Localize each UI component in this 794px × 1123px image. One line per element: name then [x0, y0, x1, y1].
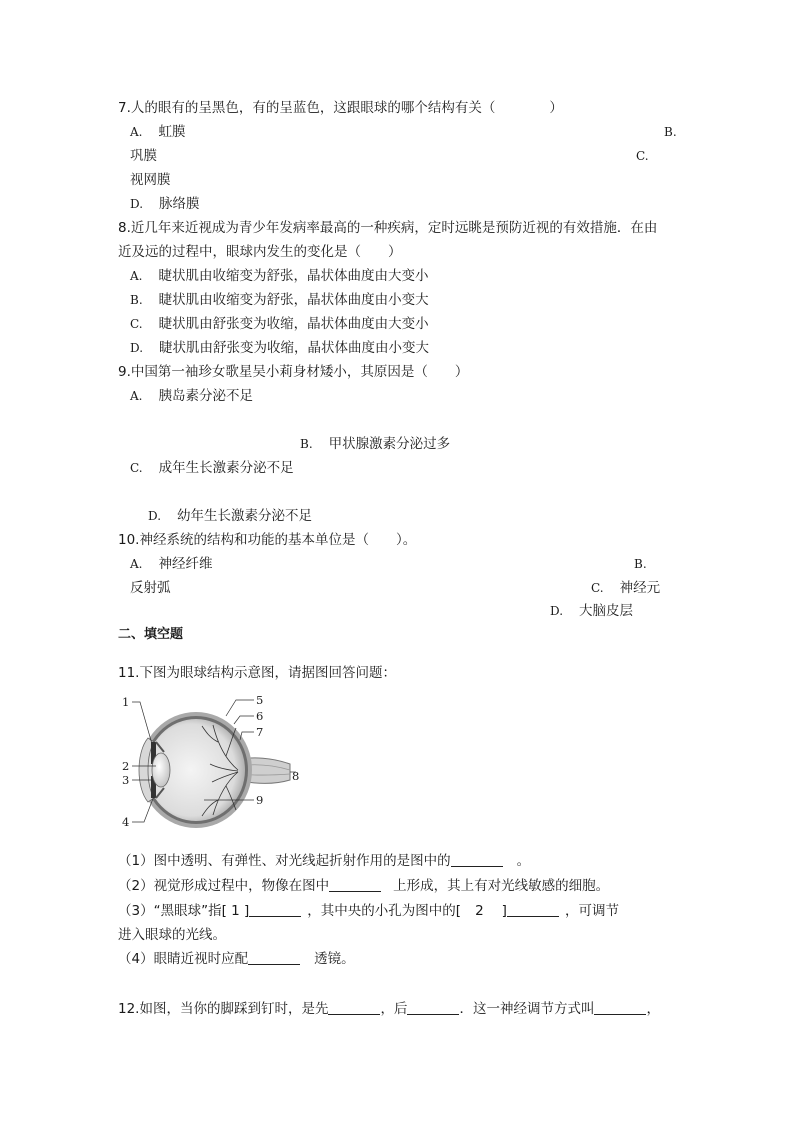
figure-label-3: 3	[122, 773, 130, 787]
q9-option-c	[130, 459, 294, 477]
option-text: 胰岛素分泌不足	[158, 388, 253, 404]
q11-part4-text: （4）眼睛近视时应配	[118, 951, 249, 967]
option-letter: A.	[130, 389, 143, 403]
q9-option-b	[300, 435, 450, 453]
q11-part2	[118, 877, 609, 895]
eye-structure-diagram	[118, 690, 308, 835]
option-text: 虹膜	[158, 124, 186, 140]
section-title: 二、填空题	[118, 627, 184, 642]
answer-blank[interactable]	[328, 1000, 380, 1015]
q11-part2-end: 上形成，其上有对光线敏感的细胞。	[393, 878, 610, 894]
option-letter: B.	[300, 437, 313, 451]
option-text: 甲状腺激素分泌过多	[328, 436, 451, 452]
option-text: 成年生长激素分泌不足	[158, 460, 294, 476]
option-text: 睫状肌由舒张变为收缩，晶状体曲度由小变大	[159, 340, 430, 356]
q12-text-a: 12.如图，当你的脚踩到钉时，是先	[118, 1001, 329, 1017]
q11-stem: 11.下图为眼球结构示意图，请据图回答问题：	[118, 665, 396, 681]
q9-option-a	[130, 387, 253, 405]
q11-part3-bracket: ]	[501, 903, 507, 919]
option-letter: C.	[591, 581, 604, 595]
q11-part1-end: 。	[516, 853, 531, 869]
option-letter: D.	[130, 341, 144, 355]
q8-stem-line2: 近及远的过程中，眼球内发生的变化是（ ）	[118, 244, 402, 260]
option-text: 幼年生长激素分泌不足	[177, 508, 313, 524]
q7-option-d	[130, 195, 200, 213]
q10-option-d	[550, 602, 633, 620]
q9-option-d	[148, 507, 312, 525]
q11-part3-text: （3）“黑眼球”指[ 1 ]	[118, 903, 250, 919]
q11-part1-text: （1）图中透明、有弹性、对光线起折射作用的是图中的	[118, 853, 451, 869]
q7-option-c-text: 视网膜	[130, 172, 171, 188]
q12-text-c: ．这一神经调节方式叫	[459, 1001, 595, 1017]
option-text: 睫状肌由收缩变为舒张，晶状体曲度由大变小	[158, 268, 429, 284]
q12-text-d: ，	[646, 1001, 660, 1017]
option-letter: B.	[664, 125, 677, 139]
option-letter: D.	[148, 509, 162, 523]
answer-blank[interactable]	[594, 1000, 646, 1015]
q7-option-b-text: 巩膜	[130, 148, 157, 164]
figure-label-1: 1	[122, 695, 130, 709]
q7-stem: 7.人的眼有的呈黑色，有的呈蓝色，这跟眼球的哪个结构有关（ ）	[118, 100, 563, 116]
option-letter: A.	[130, 557, 143, 571]
figure-label-2: 2	[122, 759, 130, 773]
answer-blank[interactable]	[249, 902, 301, 917]
option-letter: C.	[130, 461, 143, 475]
q11-part2-text: （2）视觉形成过程中，物像在图中	[118, 878, 330, 894]
option-text: 睫状肌由收缩变为舒张，晶状体曲度由小变大	[158, 292, 429, 308]
q11-part3-line2: 进入眼球的光线。	[118, 927, 226, 943]
q11-part3-number: 2	[475, 903, 484, 919]
figure-label-4: 4	[122, 815, 130, 829]
option-text: 脉络膜	[159, 196, 200, 212]
q11-part4	[118, 950, 355, 968]
option-letter: C.	[130, 317, 143, 331]
q11-part3-mid: ，其中央的小孔为图中的[	[307, 903, 462, 919]
q11-part3-end: ，可调节	[564, 903, 619, 919]
q7-option-b-letter	[664, 123, 693, 141]
option-letter: D.	[550, 604, 564, 618]
answer-blank[interactable]	[248, 950, 300, 965]
answer-blank[interactable]	[451, 852, 503, 867]
q11-part3	[118, 902, 619, 920]
q12-stem	[118, 1000, 660, 1018]
q10-option-b-text: 反射弧	[130, 580, 171, 596]
answer-blank[interactable]	[329, 877, 381, 892]
option-text: 神经元	[619, 580, 661, 596]
figure-label-7: 7	[256, 725, 264, 739]
figure-label-9: 9	[256, 793, 264, 807]
q9-stem: 9.中国第一袖珍女歌星吴小莉身材矮小，其原因是（ ）	[118, 364, 469, 380]
option-letter: A.	[130, 125, 143, 139]
answer-blank[interactable]	[407, 1000, 459, 1015]
option-text: 神经纤维	[158, 556, 213, 572]
option-text: 睫状肌由舒张变为收缩，晶状体曲度由大变小	[158, 316, 429, 332]
q7-option-a	[130, 123, 185, 141]
q8-option-b	[130, 291, 429, 309]
option-letter: C.	[636, 149, 649, 163]
q8-option-d	[130, 339, 429, 357]
option-letter: A.	[130, 269, 143, 283]
figure-label-5: 5	[256, 693, 264, 707]
q11-part4-end: 透镜。	[314, 951, 355, 967]
q7-option-c-letter	[636, 147, 665, 165]
option-letter: B.	[634, 557, 647, 571]
q10-option-b-letter	[634, 555, 663, 573]
q8-option-a	[130, 267, 428, 285]
answer-blank[interactable]	[507, 902, 559, 917]
option-letter: D.	[130, 197, 144, 211]
option-letter: B.	[130, 293, 143, 307]
q8-stem-line1: 8.近几年来近视成为青少年发病率最高的一种疾病，定时远眺是预防近视的有效措施．在由	[118, 220, 658, 236]
option-text: 大脑皮层	[579, 603, 634, 619]
q12-text-b: ，后	[380, 1001, 408, 1017]
figure-label-6: 6	[256, 709, 264, 723]
q10-option-a	[130, 555, 212, 573]
lens	[152, 753, 170, 787]
q10-stem: 10.神经系统的结构和功能的基本单位是（ ）。	[118, 532, 417, 548]
figure-label-8: 8	[292, 769, 300, 783]
q8-option-c	[130, 315, 429, 333]
q11-part1	[118, 852, 530, 870]
q10-option-c	[591, 579, 660, 597]
